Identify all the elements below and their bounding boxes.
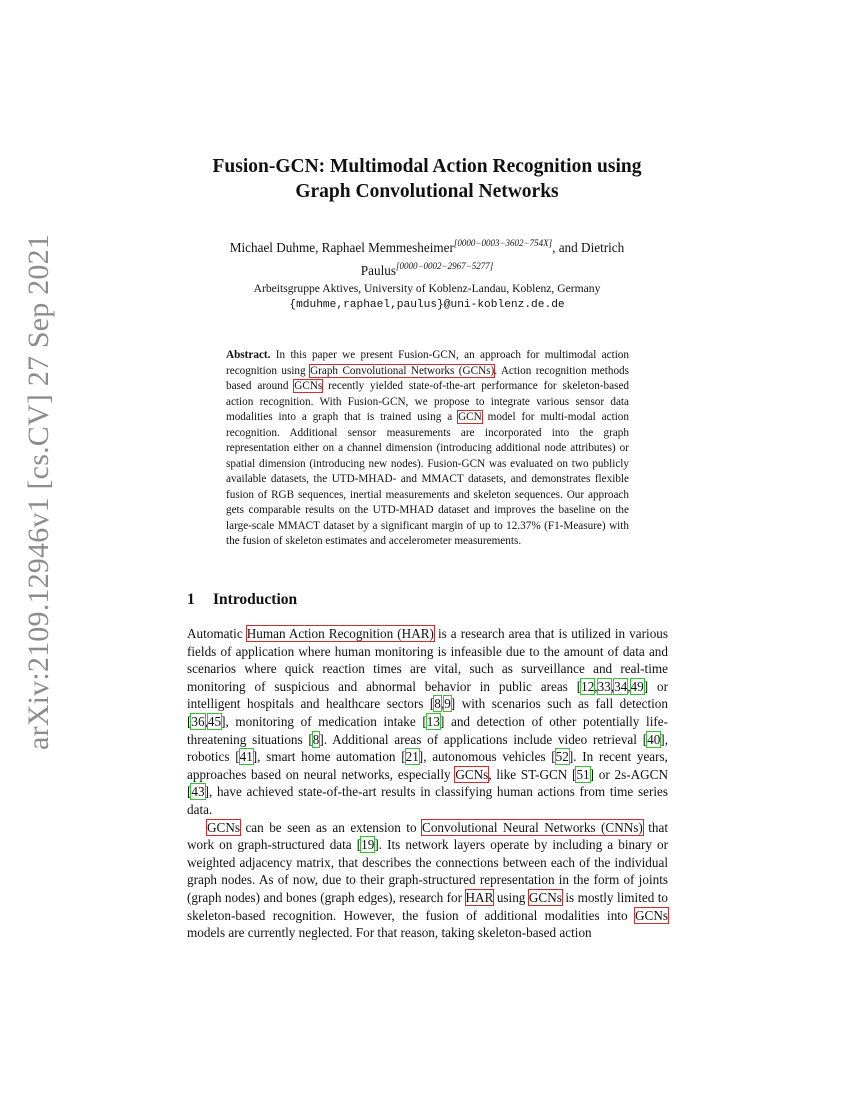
section-heading	[187, 591, 297, 609]
acronym-link-gcns[interactable]: GCNs	[294, 380, 323, 392]
body-text: ], robotics [	[187, 731, 668, 765]
citation-link[interactable]: 36	[191, 713, 205, 729]
citation-link[interactable]: 9	[444, 696, 451, 712]
author-names-2: , and Dietrich	[552, 240, 625, 255]
body-text: ]. Additional areas of applications include video retrieval [	[319, 731, 648, 747]
orcid-paulus: [0000−0002−2967−5277]	[395, 261, 494, 271]
section-title: Introduction	[213, 591, 298, 608]
section-number: 1	[187, 591, 195, 608]
arxiv-identifier-stamp	[18, 234, 60, 750]
paragraph-2	[187, 819, 668, 942]
body-text: ], autonomous vehicles [	[418, 749, 556, 765]
body-text: ], smart home automation [	[252, 749, 406, 765]
paper-title	[187, 154, 667, 204]
body-text: ] with scenarios such as fall detection [	[187, 696, 668, 729]
citation-link[interactable]: 49	[630, 678, 644, 694]
body-text: is mostly limited to skeleton-based recognition. However, the fusion of additional modalities into	[187, 889, 669, 923]
acronym-link-gcns[interactable]: GCNs	[455, 766, 489, 782]
body-text: ]. In recent years, approaches based on neural networks, especially	[187, 749, 668, 782]
section-body	[187, 625, 668, 942]
body-text: models are currently neglected. For that reason, taking skeleton-based action	[187, 925, 592, 941]
author-emails: {mduhme,raphael,paulus}@uni-koblenz.de.de	[289, 299, 565, 311]
abstract-text: model for multi-modal action recognition. Additional sensor measurements are incorporated into the graph representation either on a channel dimension (introducing additional node attributes) or spatial dimension (introducing new nodes). Fusion-GCN was evaluated on two publicly available datasets, the UTD-MHAD- and MMACT datasets, and demonstrates flexible fusion of RGB sequences, inertial measurements and skeleton sequences. Our approach gets comparable results on the UTD-MHAD dataset and improves the baseline on the large-scale MMACT dataset by a significant margin of up to 12.37% (F1-Measure) with the fusion of skeleton estimates and accelerometer measurements.	[226, 411, 629, 547]
acronym-link-gcns-full[interactable]: Graph Convolutional Networks (GCNs)	[310, 364, 495, 377]
citation-link[interactable]: 34	[614, 678, 628, 694]
citation-link[interactable]: 33	[597, 678, 611, 694]
citation-link[interactable]: 21	[405, 749, 419, 765]
affiliation: Arbeitsgruppe Aktives, University of Koblenz-Landau, Koblenz, Germany	[253, 282, 601, 295]
citation-link[interactable]: 45	[207, 713, 222, 729]
author-list	[187, 234, 667, 280]
citation-link[interactable]: 51	[576, 766, 590, 782]
abstract-text: recently yielded state-of-the-art performance for skeleton-based action recognition. With Fusion-GCN, we propose to integrate various sensor data modalities into a graph that is trained using a	[226, 380, 629, 423]
body-text: , like ST-GCN [	[488, 766, 577, 782]
abstract-text: In this paper we present Fusion-GCN, an approach for multimodal action recognition using	[226, 349, 629, 377]
body-text: ], monitoring of medication intake [	[221, 713, 427, 729]
body-text: using	[496, 889, 526, 905]
body-text: can be seen as an extension to	[245, 819, 417, 835]
title-line-1: Fusion-GCN: Multimodal Action Recognition using	[212, 156, 642, 177]
title-line-2: Graph Convolutional Networks	[295, 181, 559, 202]
abstract-text: . Action recognition methods based around	[226, 364, 629, 392]
body-text: ]. Its network layers operate by including a binary or weighted adjacency matrix, that describes the connections between each of the individual graph nodes. As of now, due to their graph-structured representation in the form of joints (graph nodes) and bones (graph edges), research for	[187, 837, 668, 905]
acronym-link-gcns[interactable]: GCNs	[528, 889, 562, 905]
author-names-1: Michael Duhme, Raphael Memmesheimer	[229, 240, 454, 255]
author-names-3: Paulus	[360, 263, 396, 278]
acronym-link-har-full[interactable]: Human Action Recognition (HAR)	[246, 626, 434, 641]
citation-link[interactable]: 12	[581, 678, 595, 694]
citation-link[interactable]: 52	[555, 749, 569, 765]
abstract-label: Abstract.	[226, 349, 271, 361]
abstract	[226, 348, 629, 550]
arxiv-id-text: arXiv:2109.12946v1 [cs.CV] 27 Sep 2021	[22, 234, 55, 750]
body-text: ] or intelligent hospitals and healthcare sectors [	[187, 678, 668, 712]
citation-link[interactable]: 43	[191, 784, 205, 800]
orcid-memmesheimer: [0000−0003−3602−754X]	[453, 238, 553, 248]
citation-link[interactable]: 19	[361, 837, 375, 853]
body-text: that work on graph-structured data [	[187, 819, 668, 853]
body-text: ] and detection of other potentially life-threatening situations [	[187, 713, 668, 747]
body-text: is a research area that is utilized in various fields of application where human monitoring is infeasible due to the amount of data and scenarios where quick reaction times are vital, such as surveillance and real-time monitoring of suspicious and abnormal behavior in public areas [	[187, 626, 669, 694]
citation-link[interactable]: 40	[647, 731, 661, 747]
acronym-link-gcn[interactable]: GCN	[458, 411, 482, 423]
citation-link[interactable]: 8	[312, 731, 320, 747]
acronym-link-gcns[interactable]: GCNs	[635, 907, 668, 923]
acronym-link-gcns[interactable]: GCNs	[207, 819, 240, 835]
acronym-link-har[interactable]: HAR	[465, 889, 494, 905]
citation-link[interactable]: 41	[239, 749, 253, 765]
acronym-link-cnns-full[interactable]: Convolutional Neural Networks (CNNs)	[422, 819, 643, 835]
body-text: Automatic	[187, 626, 243, 641]
paragraph-1: Automatic Human Action Recognition (HAR) is a research area that is utilized in various fields of application where human monitoring is infeasible due to the amount of data and scenarios where quick reaction times are vital, such as surveillance and real-time monitoring of suspicious and abnormal behavior in public areas [12,33,34,49] or intelligent hospitals and healthcare sectors [8,9] with scenarios such as fall detection [36,45], monitoring of medication intake [13] and detection of other potentially life-threatening situations [8]. Additional areas of applications include video retrieval [40], robotics [41], smart home automation [21], autonomous vehicles [52]. In recent years, approaches based on neural networks, especially GCNs, like ST-GCN [51] or 2s-AGCN [43], have achieved state-of-the-art results in classifying human actions from time series data.	[187, 626, 669, 817]
body-text: ] or 2s-AGCN [	[187, 766, 668, 800]
affiliation-block	[187, 281, 667, 313]
citation-link[interactable]: 13	[426, 713, 440, 729]
body-text: ], have achieved state-of-the-art results in classifying human actions from time series data.	[187, 784, 668, 817]
citation-link[interactable]: 8	[434, 696, 441, 712]
